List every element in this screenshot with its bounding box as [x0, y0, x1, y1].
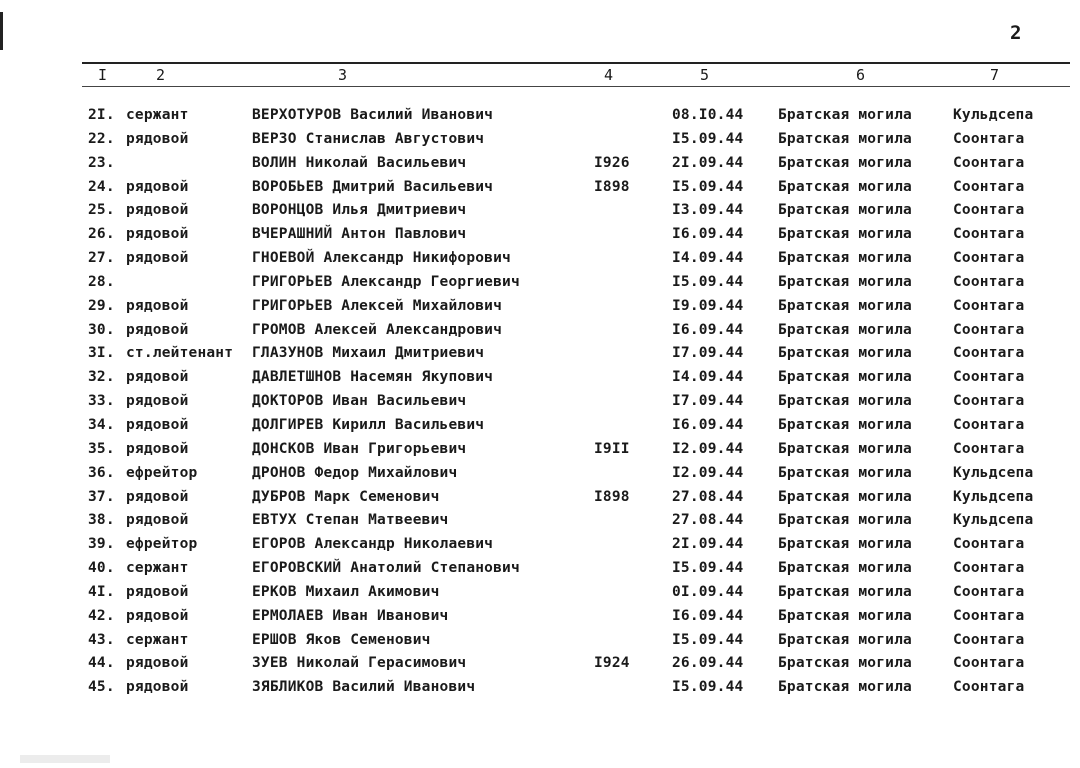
burial-type: Братская могила	[778, 440, 912, 457]
death-date: 2I.09.44	[672, 536, 744, 553]
table-row	[0, 342, 1080, 366]
table-row	[0, 128, 1080, 152]
military-rank: рядовой	[126, 583, 189, 600]
burial-type: Братская могила	[778, 154, 912, 171]
birth-year: I898	[594, 178, 630, 195]
burial-place: Соонтага	[953, 679, 1025, 696]
death-date: I2.09.44	[672, 440, 744, 457]
burial-type: Братская могила	[778, 488, 912, 505]
burial-type: Братская могила	[778, 178, 912, 195]
military-rank: ефрейтор	[126, 464, 198, 481]
full-name: ГРОМОВ Алексей Александрович	[252, 321, 503, 338]
row-number: 36.	[88, 464, 115, 481]
burial-place: Соонтага	[953, 273, 1025, 290]
full-name: ГНОЕВОЙ Александр Никифорович	[252, 250, 511, 267]
burial-type: Братская могила	[778, 393, 912, 410]
table-row	[0, 247, 1080, 271]
military-rank: рядовой	[126, 130, 189, 147]
burial-type: Братская могила	[778, 273, 912, 290]
table-row	[0, 486, 1080, 510]
burial-type: Братская могила	[778, 536, 912, 553]
full-name: ГЛАЗУНОВ Михаил Дмитриевич	[252, 345, 485, 362]
table-row	[0, 581, 1080, 605]
death-date: I5.09.44	[672, 560, 744, 577]
death-date: I9.09.44	[672, 297, 744, 314]
burial-type: Братская могила	[778, 130, 912, 147]
burial-place: Соонтага	[953, 154, 1025, 171]
military-rank: рядовой	[126, 393, 189, 410]
full-name: ДОЛГИРЕВ Кирилл Васильевич	[252, 416, 485, 433]
death-date: 26.09.44	[672, 655, 744, 672]
row-number: 24.	[88, 178, 115, 195]
table-row	[0, 366, 1080, 390]
table-row	[0, 438, 1080, 462]
table-row	[0, 271, 1080, 295]
table-row	[0, 676, 1080, 700]
burial-place: Соонтага	[953, 631, 1025, 648]
burial-type: Братская могила	[778, 202, 912, 219]
birth-year: I926	[594, 154, 630, 171]
full-name: ЕРМОЛАЕВ Иван Иванович	[252, 607, 449, 624]
table-row	[0, 605, 1080, 629]
military-rank: рядовой	[126, 321, 189, 338]
burial-type: Братская могила	[778, 560, 912, 577]
death-date: I6.09.44	[672, 607, 744, 624]
table-row	[0, 176, 1080, 200]
row-number: 25.	[88, 202, 115, 219]
military-rank: ефрейтор	[126, 536, 198, 553]
table-row	[0, 557, 1080, 581]
row-number: 43.	[88, 631, 115, 648]
scan-artifact	[20, 755, 110, 763]
table-row	[0, 533, 1080, 557]
birth-year: I924	[594, 655, 630, 672]
row-number: 40.	[88, 560, 115, 577]
full-name: ДАВЛЕТШНОВ Насемян Якупович	[252, 369, 494, 386]
column-header-1: I	[98, 66, 108, 84]
row-number: 26.	[88, 226, 115, 243]
table-row	[0, 509, 1080, 533]
column-header-4: 4	[604, 66, 614, 84]
full-name: ГРИГОРЬЕВ Алексей Михайлович	[252, 297, 503, 314]
military-rank: рядовой	[126, 512, 189, 529]
row-number: 23.	[88, 154, 115, 171]
table-row	[0, 652, 1080, 676]
death-date: I5.09.44	[672, 273, 744, 290]
burial-place: Соонтага	[953, 393, 1025, 410]
table-row	[0, 319, 1080, 343]
burial-place: Соонтага	[953, 178, 1025, 195]
full-name: ЕВТУХ Степан Матвеевич	[252, 512, 449, 529]
full-name: ДРОНОВ Федор Михайлович	[252, 464, 458, 481]
military-rank: ст.лейтенант	[126, 345, 234, 362]
full-name: ЗЯБЛИКОВ Василий Иванович	[252, 679, 476, 696]
death-date: I6.09.44	[672, 416, 744, 433]
full-name: ДОКТОРОВ Иван Васильевич	[252, 393, 467, 410]
table-row	[0, 223, 1080, 247]
military-rank: сержант	[126, 631, 189, 648]
burial-type: Братская могила	[778, 321, 912, 338]
military-rank: рядовой	[126, 488, 189, 505]
full-name: ЕГОРОВ Александр Николаевич	[252, 536, 494, 553]
full-name: ВЧЕРАШНИЙ Антон Павлович	[252, 226, 467, 243]
burial-type: Братская могила	[778, 679, 912, 696]
full-name: ВЕРХОТУРОВ Василий Иванович	[252, 107, 494, 123]
column-header-7: 7	[990, 66, 1000, 84]
burial-place: Соонтага	[953, 321, 1025, 338]
header-bottom-rule	[82, 86, 1070, 87]
full-name: ВОРОБЬЕВ Дмитрий Васильевич	[252, 178, 494, 195]
death-date: I5.09.44	[672, 178, 744, 195]
full-name: ВОЛИН Николай Васильевич	[252, 154, 467, 171]
full-name: ЕРШОВ Яков Семенович	[252, 631, 431, 648]
full-name: ДУБРОВ Марк Семенович	[252, 488, 440, 505]
row-number: 37.	[88, 488, 115, 505]
military-rank: рядовой	[126, 226, 189, 243]
death-date: I6.09.44	[672, 321, 744, 338]
row-number: 29.	[88, 297, 115, 314]
military-rank: рядовой	[126, 250, 189, 267]
military-rank: рядовой	[126, 416, 189, 433]
burial-place: Кульдсепа	[953, 488, 1034, 505]
burial-type: Братская могила	[778, 631, 912, 648]
military-rank: рядовой	[126, 297, 189, 314]
burial-place: Соонтага	[953, 440, 1025, 457]
row-number: 4I.	[88, 583, 115, 600]
burial-place: Соонтага	[953, 583, 1025, 600]
burial-place: Кульдсепа	[953, 107, 1034, 123]
military-rank: рядовой	[126, 607, 189, 624]
row-number: 3I.	[88, 345, 115, 362]
burial-type: Братская могила	[778, 583, 912, 600]
burial-type: Братская могила	[778, 369, 912, 386]
full-name: ЕРКОВ Михаил Акимович	[252, 583, 440, 600]
burial-place: Соонтага	[953, 369, 1025, 386]
death-date: I3.09.44	[672, 202, 744, 219]
birth-year: I9II	[594, 440, 630, 457]
column-header-2: 2	[156, 66, 166, 84]
death-date: 0I.09.44	[672, 583, 744, 600]
row-number: 28.	[88, 273, 115, 290]
burial-type: Братская могила	[778, 107, 912, 123]
row-number: 27.	[88, 250, 115, 267]
table-row	[0, 462, 1080, 486]
column-header-5: 5	[700, 66, 710, 84]
burial-type: Братская могила	[778, 512, 912, 529]
row-number: 35.	[88, 440, 115, 457]
death-date: 27.08.44	[672, 512, 744, 529]
death-date: I7.09.44	[672, 393, 744, 410]
burial-place: Кульдсепа	[953, 464, 1034, 481]
military-rank: сержант	[126, 560, 189, 577]
row-number: 22.	[88, 130, 115, 147]
full-name: ВОРОНЦОВ Илья Дмитриевич	[252, 202, 467, 219]
death-date: I7.09.44	[672, 345, 744, 362]
full-name: ЕГОРОВСКИЙ Анатолий Степанович	[252, 560, 520, 577]
burial-place: Соонтага	[953, 226, 1025, 243]
birth-year: I898	[594, 488, 630, 505]
row-number: 32.	[88, 369, 115, 386]
page-number: 2	[1010, 22, 1022, 44]
death-date: I6.09.44	[672, 226, 744, 243]
death-date: 08.I0.44	[672, 107, 744, 123]
row-number: 33.	[88, 393, 115, 410]
burial-place: Соонтага	[953, 560, 1025, 577]
military-rank: рядовой	[126, 178, 189, 195]
death-date: 27.08.44	[672, 488, 744, 505]
column-header-3: 3	[338, 66, 348, 84]
column-header-6: 6	[856, 66, 866, 84]
header-top-rule	[82, 62, 1070, 64]
full-name: ЗУЕВ Николай Герасимович	[252, 655, 467, 672]
burial-type: Братская могила	[778, 607, 912, 624]
table-row	[0, 104, 1080, 128]
burial-place: Соонтага	[953, 607, 1025, 624]
death-date: I5.09.44	[672, 631, 744, 648]
table-row	[0, 295, 1080, 319]
row-number: 44.	[88, 655, 115, 672]
burial-place: Соонтага	[953, 297, 1025, 314]
full-name: ДОНСКОВ Иван Григорьевич	[252, 440, 467, 457]
page-edge-mark	[0, 12, 3, 50]
death-date: I5.09.44	[672, 679, 744, 696]
row-number: 38.	[88, 512, 115, 529]
burial-type: Братская могила	[778, 250, 912, 267]
row-number: 34.	[88, 416, 115, 433]
military-rank: рядовой	[126, 655, 189, 672]
military-rank: сержант	[126, 107, 189, 123]
death-date: I4.09.44	[672, 369, 744, 386]
burial-type: Братская могила	[778, 345, 912, 362]
death-date: I5.09.44	[672, 130, 744, 147]
row-number: 2I.	[88, 107, 115, 123]
row-number: 39.	[88, 536, 115, 553]
burial-place: Соонтага	[953, 130, 1025, 147]
table-row	[0, 629, 1080, 653]
military-rank: рядовой	[126, 202, 189, 219]
burial-type: Братская могила	[778, 416, 912, 433]
burial-place: Соонтага	[953, 202, 1025, 219]
full-name: ВЕРЗО Станислав Августович	[252, 130, 485, 147]
burial-type: Братская могила	[778, 226, 912, 243]
table-row	[0, 199, 1080, 223]
table-row	[0, 390, 1080, 414]
military-rank: рядовой	[126, 440, 189, 457]
death-date: I4.09.44	[672, 250, 744, 267]
burial-type: Братская могила	[778, 655, 912, 672]
death-date: 2I.09.44	[672, 154, 744, 171]
full-name: ГРИГОРЬЕВ Александр Георгиевич	[252, 273, 520, 290]
burial-place: Соонтага	[953, 250, 1025, 267]
table-row	[0, 414, 1080, 438]
table-row	[0, 152, 1080, 176]
row-number: 45.	[88, 679, 115, 696]
burial-type: Братская могила	[778, 464, 912, 481]
burial-place: Соонтага	[953, 416, 1025, 433]
records-list	[0, 104, 1080, 700]
burial-place: Соонтага	[953, 536, 1025, 553]
burial-place: Кульдсепа	[953, 512, 1034, 529]
death-date: I2.09.44	[672, 464, 744, 481]
military-rank: рядовой	[126, 369, 189, 386]
burial-place: Соонтага	[953, 345, 1025, 362]
burial-place: Соонтага	[953, 655, 1025, 672]
row-number: 30.	[88, 321, 115, 338]
burial-type: Братская могила	[778, 297, 912, 314]
military-rank: рядовой	[126, 679, 189, 696]
row-number: 42.	[88, 607, 115, 624]
